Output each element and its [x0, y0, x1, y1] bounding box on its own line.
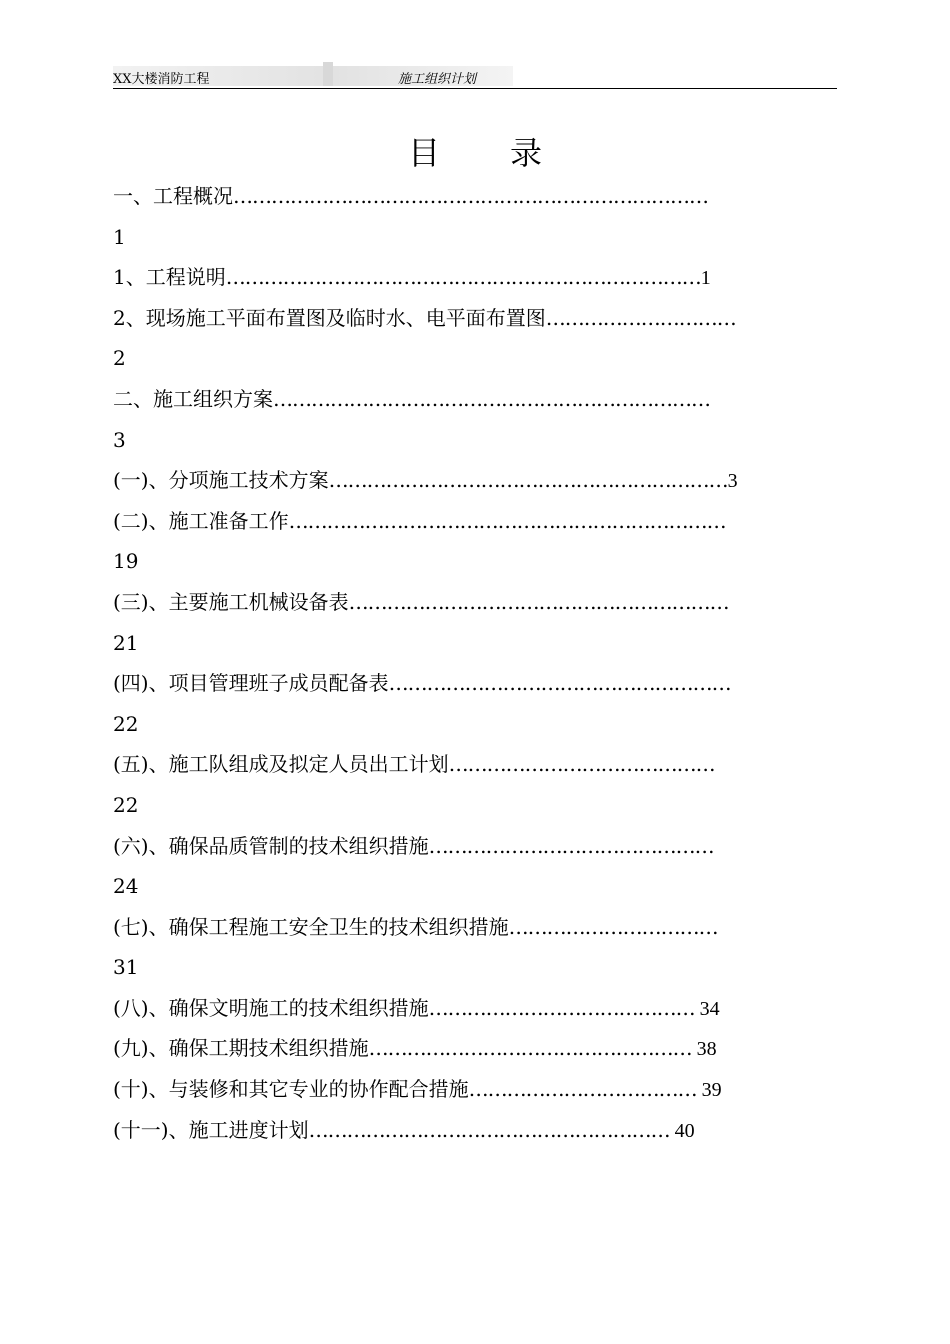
- toc-line[interactable]: [113, 1110, 843, 1151]
- toc-entry-text: 22: [113, 711, 139, 736]
- toc-entry-text: (一)、分项施工技术方案: [113, 468, 329, 493]
- toc-line[interactable]: [113, 257, 843, 298]
- toc-entry-text: (九)、确保工期技术组织措施: [113, 1036, 369, 1061]
- toc-leader-dots: ………………………………………: [428, 833, 714, 858]
- toc-page-number: 3: [727, 470, 738, 493]
- toc-entry-text: (十)、与装修和其它专业的协作配合措施: [113, 1077, 469, 1102]
- toc-entry-text: 19: [113, 549, 139, 574]
- toc-line[interactable]: [113, 907, 843, 948]
- toc-entry-text: 二、施工组织方案: [113, 386, 273, 411]
- toc-leader-dots: ……………………………………………………………: [288, 508, 726, 533]
- toc-line[interactable]: [113, 176, 843, 217]
- toc-entry-text: 31: [113, 955, 139, 980]
- toc-line[interactable]: [113, 420, 843, 461]
- toc-entry-text: 1、工程说明: [113, 265, 226, 290]
- toc-line[interactable]: [113, 379, 843, 420]
- toc-line[interactable]: [113, 541, 843, 582]
- toc-line[interactable]: [113, 1069, 843, 1110]
- toc-entry-text: (十一)、施工进度计划: [113, 1117, 309, 1142]
- toc-entry-text: (五)、施工队组成及拟定人员出工计划: [113, 752, 449, 777]
- toc-entry-text: 1: [113, 224, 126, 249]
- toc-line[interactable]: [113, 988, 843, 1029]
- toc-line[interactable]: [113, 298, 843, 339]
- toc-line[interactable]: [113, 866, 843, 907]
- toc-line[interactable]: [113, 623, 843, 664]
- toc-entry-text: (七)、确保工程施工安全卫生的技术组织措施: [113, 914, 509, 939]
- toc-line[interactable]: [113, 1028, 843, 1069]
- toc-leader-dots: ………………………………: [468, 1077, 697, 1102]
- toc-leader-dots: ……………………………………………………: [348, 589, 729, 614]
- toc-page-number: 34: [694, 997, 720, 1020]
- toc-line[interactable]: [113, 217, 843, 258]
- toc-line[interactable]: [113, 744, 843, 785]
- toc-line[interactable]: [113, 501, 843, 542]
- toc-leader-dots: ……………………………………………………………: [273, 386, 710, 411]
- toc-leader-dots: ………………………………………………: [388, 671, 731, 696]
- toc-page-number: 1: [700, 267, 711, 290]
- toc-entry-text: (四)、项目管理班子成员配备表: [113, 671, 389, 696]
- toc-title: 目录: [407, 134, 612, 172]
- page-header: [113, 64, 837, 89]
- toc-line[interactable]: [113, 582, 843, 623]
- header-project-name: XX大楼消防工程: [113, 72, 210, 87]
- toc-entry-text: 2: [113, 346, 126, 371]
- toc-leader-dots: ………………………………………………………: [328, 468, 728, 493]
- toc-entry-text: (二)、施工准备工作: [113, 508, 289, 533]
- toc-leader-dots: …………………………………………………: [308, 1117, 670, 1142]
- toc-entry-text: (三)、主要施工机械设备表: [113, 589, 349, 614]
- toc-entry-text: (八)、确保文明施工的技术组织措施: [113, 995, 429, 1020]
- toc-line[interactable]: [113, 663, 843, 704]
- toc-leader-dots: …………………………………………………………………: [225, 265, 701, 290]
- toc-line[interactable]: [113, 826, 843, 867]
- toc-line[interactable]: [113, 704, 843, 745]
- toc-entry-text: 22: [113, 792, 139, 817]
- toc-leader-dots: …………………………: [545, 305, 736, 330]
- toc-line[interactable]: [113, 338, 843, 379]
- toc-entry-text: 3: [113, 427, 126, 452]
- toc-page-number: 40: [669, 1119, 695, 1142]
- toc-entry-text: 一、工程概况: [113, 184, 233, 208]
- table-of-contents: [113, 176, 843, 1150]
- toc-leader-dots: ……………………………………………: [368, 1036, 692, 1061]
- toc-entry-text: 21: [113, 630, 139, 655]
- toc-page-number: 38: [691, 1038, 717, 1061]
- toc-entry-text: 2、现场施工平面布置图及临时水、电平面布置图: [113, 305, 546, 330]
- toc-line[interactable]: [113, 460, 843, 501]
- toc-leader-dots: ……………………………………: [428, 995, 695, 1020]
- toc-leader-dots: …………………………………………………………………: [233, 184, 708, 208]
- toc-leader-dots: ……………………………………: [448, 752, 715, 777]
- header-document-type: 施工组织计划: [398, 72, 477, 87]
- toc-line[interactable]: [113, 947, 843, 988]
- header-mark: [323, 62, 333, 86]
- toc-entry-text: 24: [113, 874, 139, 899]
- toc-entry-text: (六)、确保品质管制的技术组织措施: [113, 833, 429, 858]
- toc-leader-dots: ……………………………: [508, 914, 718, 939]
- toc-line[interactable]: [113, 785, 843, 826]
- toc-page-number: 39: [696, 1079, 722, 1102]
